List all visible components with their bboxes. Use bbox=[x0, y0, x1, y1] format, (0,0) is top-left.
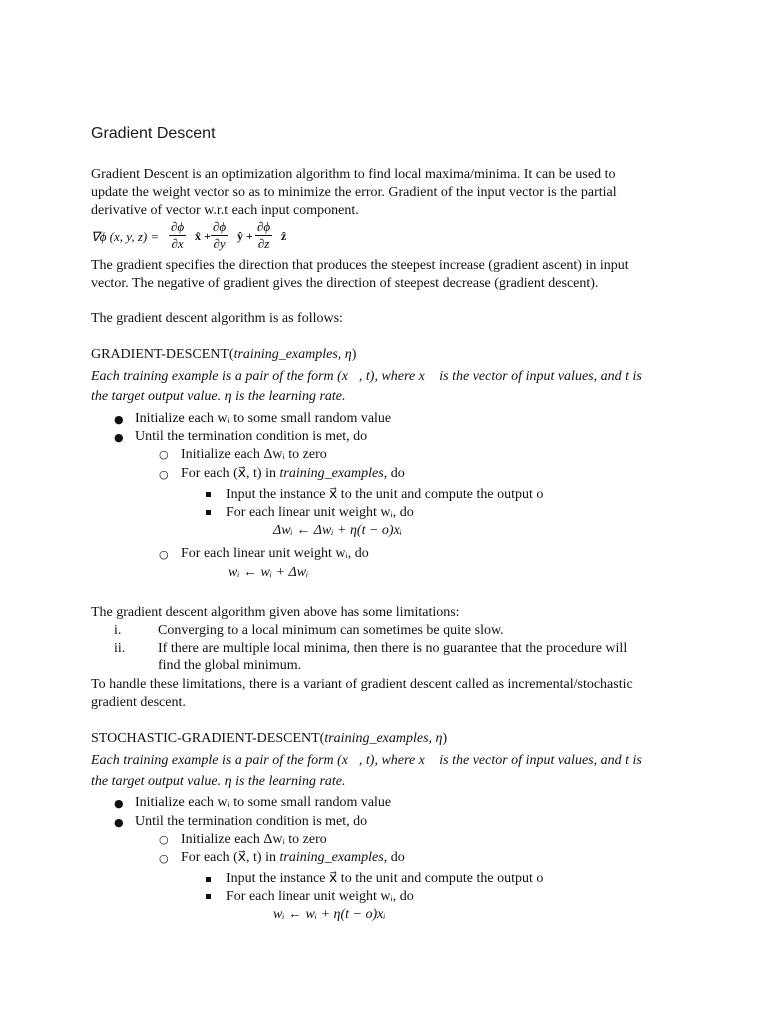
intro-line-1: Gradient Descent is an optimization algorithm to find local maxima/minima. It can be used to bbox=[91, 167, 616, 182]
square-bullet-icon bbox=[206, 510, 211, 515]
algo1-desc-1: Each training example is a pair of the form (x⃗, t), where x⃗ is the vector of input values, and t is bbox=[91, 369, 642, 384]
algo2-sub-1: Initialize each Δwᵢ to zero bbox=[181, 832, 327, 847]
bullet-icon: ● bbox=[114, 431, 124, 444]
limits-outro-2: gradient descent. bbox=[91, 695, 186, 710]
intro-line-2: update the weight vector so as to minimize the error. Gradient of the input vector is the partial bbox=[91, 185, 617, 200]
algo2-bullet-1: Initialize each wᵢ to some small random value bbox=[135, 795, 392, 810]
limit-number-2: ii. bbox=[114, 641, 126, 656]
gradient-formula bbox=[91, 219, 287, 251]
limit-2-line-2: find the global minimum. bbox=[158, 658, 302, 673]
algo1-step-2: For each linear unit weight wᵢ, do bbox=[226, 505, 414, 520]
circle-bullet-icon: ○ bbox=[159, 468, 169, 481]
intro-line-3: derivative of vector w.r.t each input component. bbox=[91, 203, 359, 218]
formula-num-z: ∂ϕ bbox=[257, 219, 271, 234]
limit-1: Converging to a local minimum can sometimes be quite slow. bbox=[158, 623, 504, 638]
gradient-line-1: The gradient specifies the direction that produces the steepest increase (gradient ascent) in input bbox=[91, 258, 629, 273]
formula-den-y: ∂y bbox=[213, 236, 226, 251]
algo1-weight-eq: wᵢ ← wᵢ + Δwᵢ bbox=[228, 565, 309, 580]
algo1-update-eq: Δwᵢ ← Δwᵢ + η(t − o)xᵢ bbox=[273, 523, 403, 538]
circle-bullet-icon: ○ bbox=[159, 448, 169, 461]
algo1-step-1: Input the instance x⃗ to the unit and compute the output o bbox=[226, 487, 544, 502]
formula-lhs: ∇ϕ (x, y, z) = bbox=[91, 229, 160, 244]
limits-outro-1: To handle these limitations, there is a variant of gradient descent called as incremental/stochastic bbox=[91, 677, 633, 692]
algo2-step-2: For each linear unit weight wᵢ, do bbox=[226, 889, 414, 904]
unit-x: x̂ + bbox=[195, 229, 211, 243]
circle-bullet-icon: ○ bbox=[159, 833, 169, 846]
square-bullet-icon bbox=[206, 877, 211, 882]
circle-bullet-icon: ○ bbox=[159, 548, 169, 561]
algo1-sub-3: For each linear unit weight wᵢ, do bbox=[181, 546, 369, 561]
algo2-desc-2: the target output value. η is the learning rate. bbox=[91, 774, 346, 789]
algo2-title: STOCHASTIC-GRADIENT-DESCENT(training_examples, η) bbox=[91, 731, 448, 746]
algo1-sub-1: Initialize each Δwᵢ to zero bbox=[181, 447, 327, 462]
bullet-icon: ● bbox=[114, 413, 124, 426]
formula-den-x: ∂x bbox=[171, 236, 184, 251]
formula-num-x: ∂ϕ bbox=[171, 219, 185, 234]
algo-intro: The gradient descent algorithm is as follows: bbox=[91, 311, 343, 326]
unit-z: ẑ bbox=[281, 229, 287, 243]
unit-y: ŷ + bbox=[237, 229, 253, 243]
algo1-sub-2: For each (x⃗, t) in training_examples, do bbox=[181, 466, 405, 481]
limit-2-line-1: If there are multiple local minima, then there is no guarantee that the procedure will bbox=[158, 641, 628, 656]
page-title: Gradient Descent bbox=[91, 125, 216, 142]
formula-num-y: ∂ϕ bbox=[213, 219, 227, 234]
algo1-bullet-2: Until the termination condition is met, do bbox=[135, 429, 368, 444]
bullet-icon: ● bbox=[114, 797, 124, 810]
formula-den-z: ∂z bbox=[257, 236, 270, 251]
algo2-bullet-2: Until the termination condition is met, do bbox=[135, 814, 368, 829]
algo2-update-eq: wᵢ ← wᵢ + η(t − o)xᵢ bbox=[273, 907, 386, 922]
circle-bullet-icon: ○ bbox=[159, 852, 169, 865]
algo1-desc-2: the target output value. η is the learning rate. bbox=[91, 389, 346, 404]
bullet-icon: ● bbox=[114, 816, 124, 829]
limit-number-1: i. bbox=[114, 623, 122, 638]
square-bullet-icon bbox=[206, 894, 211, 899]
algo1-bullet-1: Initialize each wᵢ to some small random value bbox=[135, 411, 392, 426]
gradient-line-2: vector. The negative of gradient gives the direction of steepest decrease (gradient descent). bbox=[91, 276, 599, 291]
square-bullet-icon bbox=[206, 492, 211, 497]
limits-intro: The gradient descent algorithm given above has some limitations: bbox=[91, 605, 460, 620]
algo1-title: GRADIENT-DESCENT(training_examples, η) bbox=[91, 347, 357, 362]
algo2-desc-1: Each training example is a pair of the form (x⃗, t), where x⃗ is the vector of input values, and t is bbox=[91, 753, 642, 768]
algo2-sub-2: For each (x⃗, t) in training_examples, do bbox=[181, 850, 405, 865]
algo2-step-1: Input the instance x⃗ to the unit and compute the output o bbox=[226, 871, 544, 886]
